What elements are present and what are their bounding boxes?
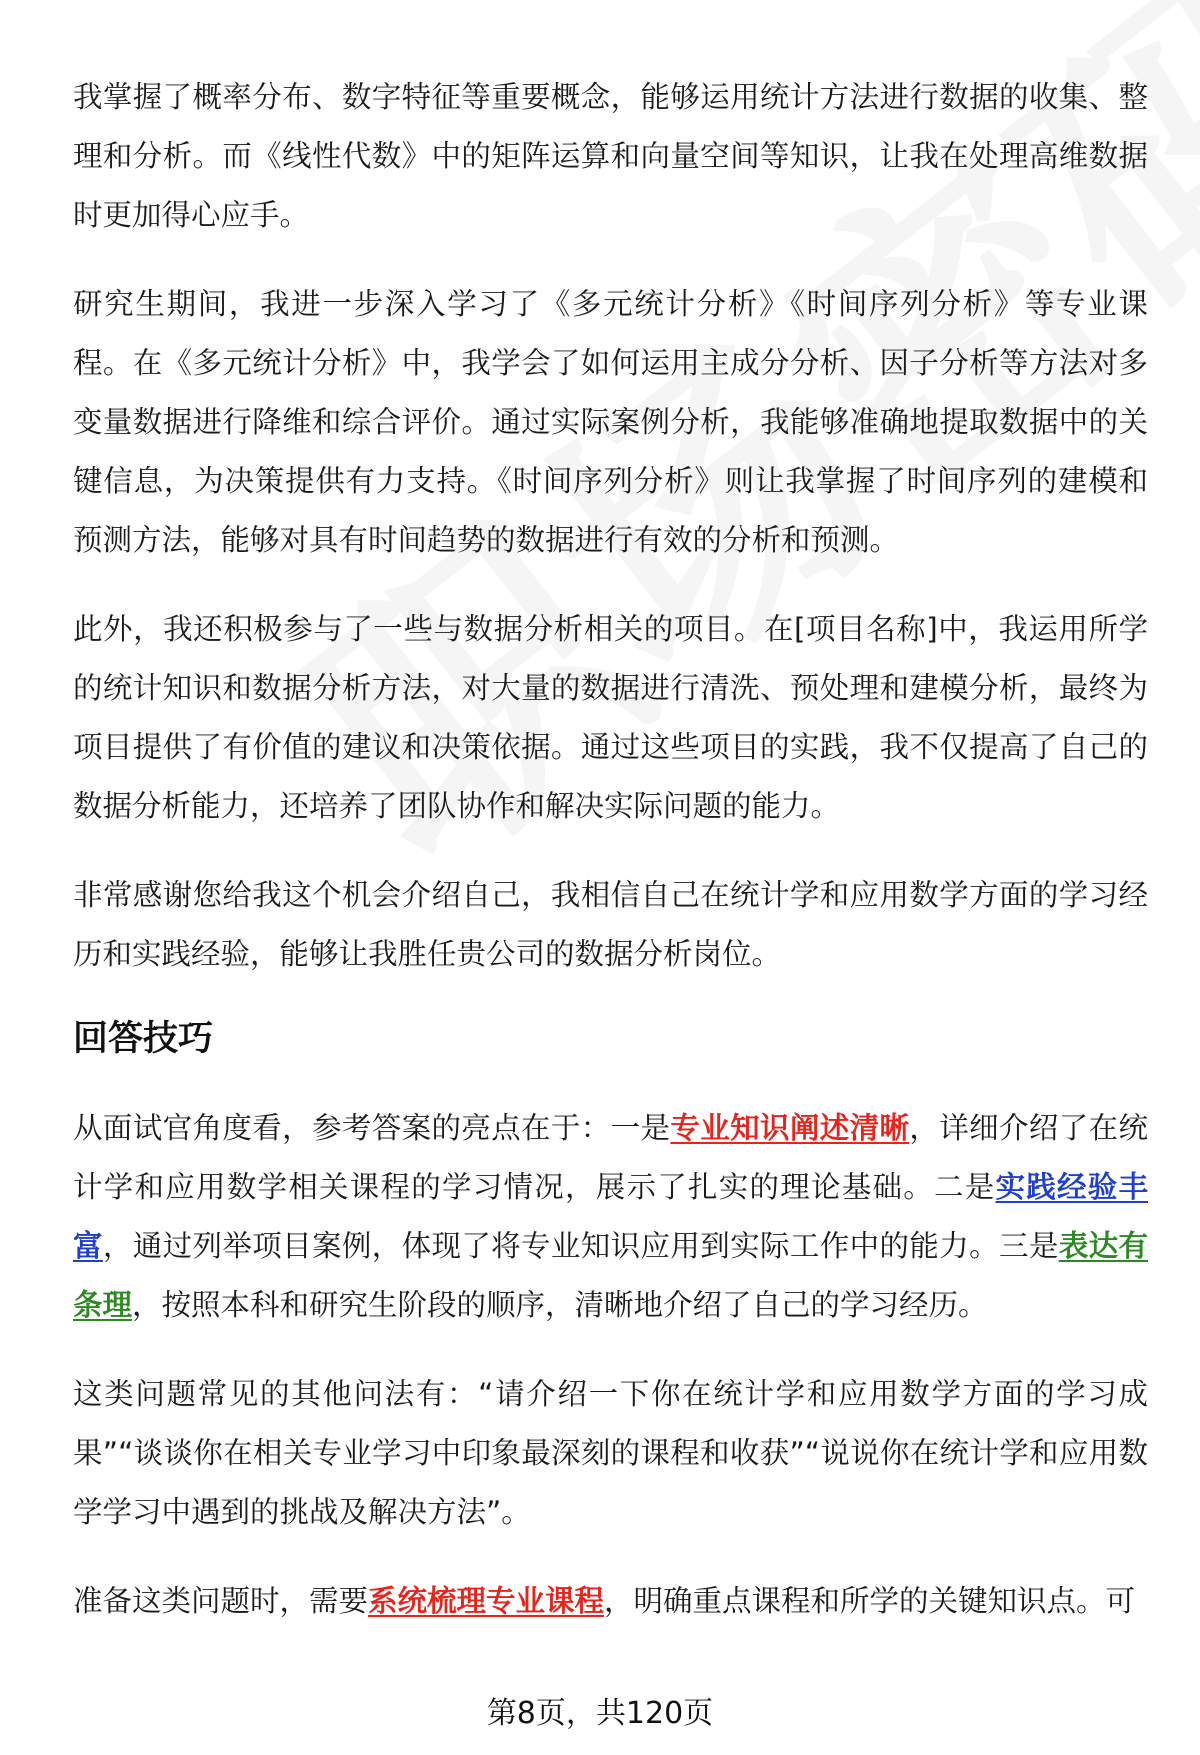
paragraph-3: 此外，我还积极参与了一些与数据分析相关的项目。在[项目名称]中，我运用所学的统计知识和数据分析方法，对大量的数据进行清洗、预处理和建模分析，最终为项目提供了有价值的建议和决策依据。通过这些项目的实践，我不仅提高了自己的数据分析能力，还培养了团队协作和解决实际问题的能力。: [73, 612, 1148, 823]
highlight-blue: 实践经验丰富: [73, 1170, 1148, 1263]
section-heading: 回答技巧: [73, 1019, 214, 1059]
tips-text: 准备这类问题时，需要: [73, 1584, 369, 1618]
highlight-red: 系统梳理专业课程: [368, 1584, 605, 1618]
tips-text: 从面试官角度看，参考答案的亮点在于：一是: [73, 1111, 671, 1145]
tips-paragraph-1: [73, 1099, 1148, 1335]
tips-paragraph-3: [73, 1572, 1148, 1631]
paragraph-2: 研究生期间，我进一步深入学习了《多元统计分析》《时间序列分析》等专业课程。在《多元统计分析》中，我学会了如何运用主成分分析、因子分析等方法对多变量数据进行降维和综合评价。通过实际案例分析，我能够准确地提取数据中的关键信息，为决策提供有力支持。《时间序列分析》则让我掌握了时间序列的建模和预测方法，能够对具有时间趋势的数据进行有效的分析和预测。: [73, 287, 1148, 557]
tips-text: ，明确重点课程和所学的关键知识点。可: [604, 1584, 1136, 1618]
tips-text: ，按照本科和研究生阶段的顺序，清晰地介绍了自己的学习经历。: [132, 1288, 988, 1322]
highlight-red: 专业知识阐述清晰: [670, 1111, 910, 1145]
paragraph-1: 我掌握了概率分布、数字特征等重要概念，能够运用统计方法进行数据的收集、整理和分析。而《线性代数》中的矩阵运算和向量空间等知识，让我在处理高维数据时更加得心应手。: [73, 80, 1148, 232]
paragraph-4: 非常感谢您给我这个机会介绍自己，我相信自己在统计学和应用数学方面的学习经历和实践经验，能够让我胜任贵公司的数据分析岗位。: [73, 878, 1148, 971]
tips-text: ，详细介绍了在统计学和应用数学相关课程的学习情况，展示了扎实的理论基础。二是: [73, 1111, 1148, 1204]
page-footer: 第8页，共120页: [486, 1696, 714, 1731]
highlight-green: 表达有条理: [73, 1229, 1148, 1322]
document-body: [73, 68, 1148, 1661]
tips-paragraph-2: 这类问题常见的其他问法有：“请介绍一下你在统计学和应用数学方面的学习成果”“谈谈你在相关专业学习中印象最深刻的课程和收获”“说说你在统计学和应用数学学习中遇到的挑战及解决方法”。: [73, 1377, 1148, 1529]
tips-text: ，通过列举项目案例，体现了将专业知识应用到实际工作中的能力。三是: [102, 1229, 1059, 1263]
